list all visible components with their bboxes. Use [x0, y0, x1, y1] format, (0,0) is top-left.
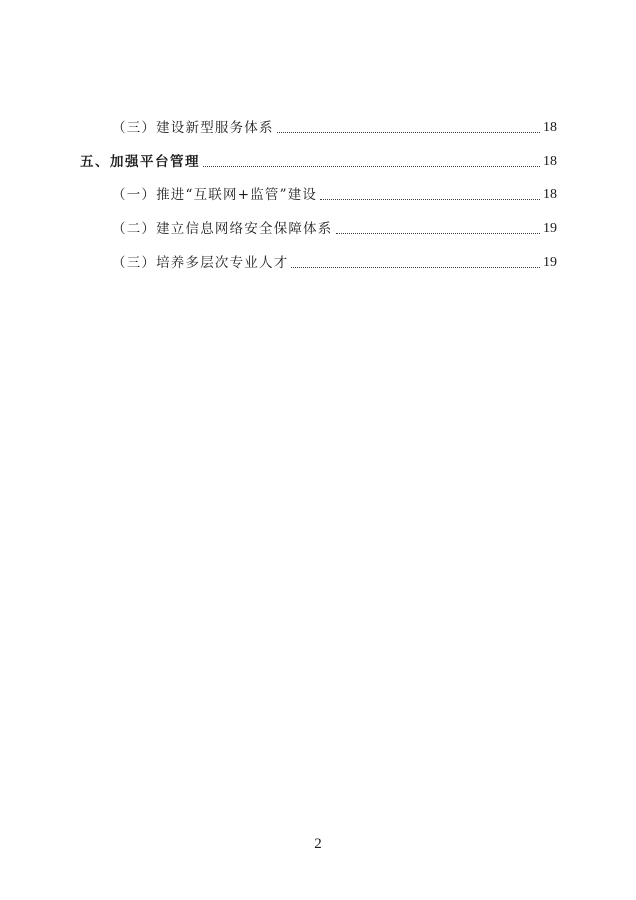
toc-entry-page: 18: [543, 154, 557, 169]
toc-dot-leader: [203, 166, 540, 167]
table-of-contents: [0, 0, 636, 300]
toc-entry-page: 18: [543, 187, 557, 202]
toc-entry-page: 19: [543, 221, 557, 236]
toc-dot-leader: [336, 233, 541, 234]
toc-dot-leader: [277, 132, 540, 133]
toc-entry-page: 19: [543, 255, 557, 270]
toc-entry-page: 18: [543, 120, 557, 135]
toc-entry-title: 五、加强平台管理: [80, 154, 200, 170]
toc-entry: [112, 118, 557, 138]
toc-entry: [112, 219, 557, 239]
toc-entry-title: （二）建立信息网络安全保障体系: [112, 221, 333, 237]
page-number: 2: [314, 836, 322, 852]
toc-entry: [112, 253, 557, 273]
toc-dot-leader: [320, 199, 540, 200]
toc-entry-title: （三）培养多层次专业人才: [112, 255, 289, 271]
toc-entry-title: （三）建设新型服务体系: [112, 120, 274, 136]
toc-entry: [112, 185, 557, 205]
toc-dot-leader: [291, 267, 540, 268]
toc-entry: [80, 152, 557, 172]
toc-entry-title: （一）推进“互联网+监管”建设: [112, 187, 318, 203]
